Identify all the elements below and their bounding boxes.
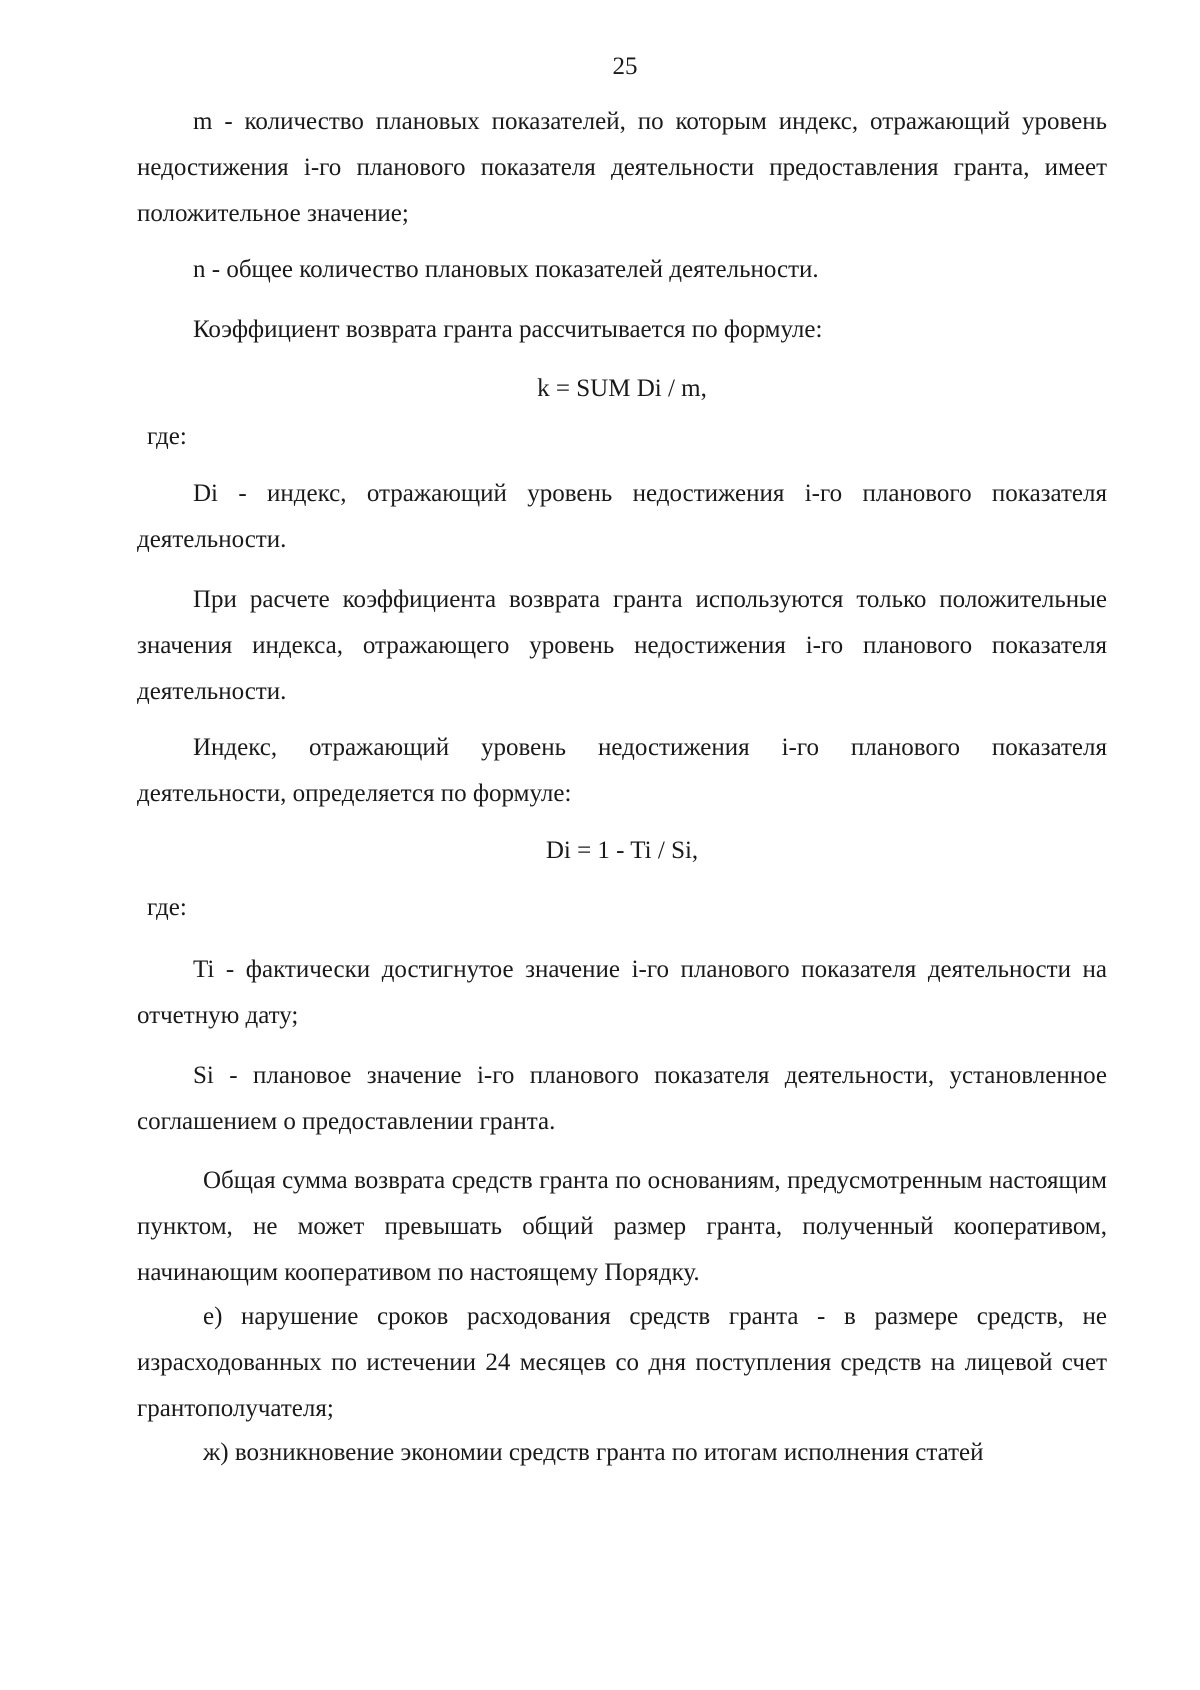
m-definition-text: m - количество плановых показателей, по которым индекс, отражающий уровень недостижения i-го планового показателя деятельности предоставления гранта, имеет положительное значение; xyxy=(137,108,1107,227)
formula-k: k = SUM Di / m, xyxy=(537,375,707,402)
total-sum-text: Общая сумма возврата средств гранта по основаниям, предусмотренным настоящим пунктом, не может превышать общий размер гранта, полученный кооперативом, начинающим кооперативом по настоящему Порядку. xyxy=(137,1167,1107,1286)
paragraph-si-definition xyxy=(137,1053,1107,1145)
formula-di-block xyxy=(137,828,1107,874)
paragraph-item-zh xyxy=(137,1430,1107,1476)
ti-definition-text: Ti - фактически достигнутое значение i-го планового показателя деятельности на отчетную дату; xyxy=(137,956,1107,1029)
paragraph-calculation-note xyxy=(137,577,1107,715)
item-e-text: е) нарушение сроков расходования средств гранта - в размере средств, не израсходованных по истечении 24 месяцев со дня поступления средств на лицевой счет грантополучателя; xyxy=(137,1303,1107,1422)
page-number: 25 xyxy=(612,53,638,80)
index-intro-text: Индекс, отражающий уровень недостижения i-го планового показателя деятельности, определяется по формуле: xyxy=(137,734,1107,807)
si-definition-text: Si - плановое значение i-го планового показателя деятельности, установленное соглашением о предоставлении гранта. xyxy=(137,1062,1107,1135)
coefficient-intro-text: Коэффициент возврата гранта рассчитывается по формуле: xyxy=(193,316,823,343)
paragraph-total-sum xyxy=(137,1158,1107,1296)
where-label-2: где: xyxy=(147,894,187,921)
paragraph-index-intro xyxy=(137,725,1107,817)
paragraph-m-definition xyxy=(137,99,1107,237)
item-zh-text: ж) возникновение экономии средств гранта по итогам исполнения статей xyxy=(203,1439,984,1466)
paragraph-n-definition xyxy=(137,247,1107,293)
formula-k-block xyxy=(137,366,1107,412)
paragraph-di-definition xyxy=(137,471,1107,563)
paragraph-coefficient-intro xyxy=(137,307,1107,353)
paragraph-ti-definition xyxy=(137,947,1107,1039)
paragraph-item-e xyxy=(137,1294,1107,1432)
n-definition-text: n - общее количество плановых показателей деятельности. xyxy=(193,256,819,283)
where-label-1: где: xyxy=(147,423,187,450)
calculation-note-text: При расчете коэффициента возврата гранта используются только положительные значения индекса, отражающего уровень недостижения i-го планового показателя деятельности. xyxy=(137,586,1107,705)
di-definition-text: Di - индекс, отражающий уровень недостижения i-го планового показателя деятельности. xyxy=(137,480,1107,553)
formula-di: Di = 1 - Ti / Si, xyxy=(545,837,699,864)
